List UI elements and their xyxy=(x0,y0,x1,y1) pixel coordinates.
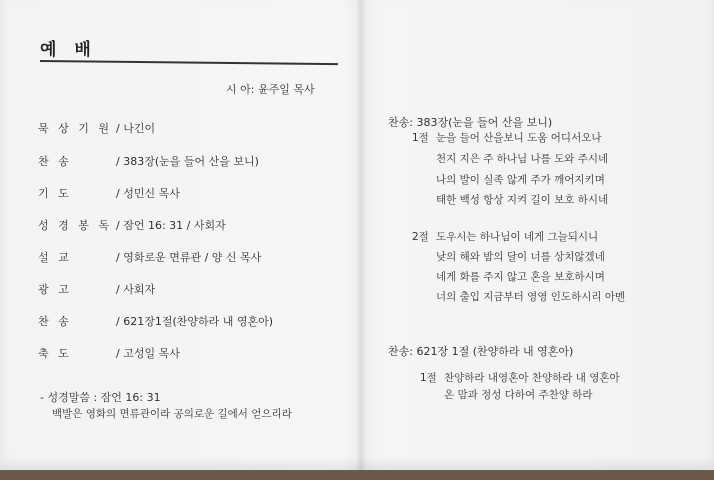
order-label: 축 도 xyxy=(38,347,72,360)
order-label: 찬 송 xyxy=(38,315,72,328)
verse-line: 태한 백성 항상 지켜 길이 보호 하시네 xyxy=(436,194,609,206)
lyric-text: 도우시는 하나님이 네게 그늘되시니 xyxy=(436,231,599,243)
order-item xyxy=(38,153,259,169)
order-item xyxy=(38,281,155,297)
verse-line xyxy=(412,130,602,145)
order-text: / 621장1절(찬양하라 내 영혼아) xyxy=(116,315,274,328)
order-item xyxy=(38,217,226,233)
order-label: 광 고 xyxy=(38,283,72,296)
preacher-line: 시 아: 윤주일 목사 xyxy=(226,83,315,96)
order-text: / 잠언 16: 31 / 사회자 xyxy=(116,219,226,232)
order-label: 설 교 xyxy=(38,251,72,264)
verse-line: 낮의 해와 밤의 달이 너를 상치않겠네 xyxy=(436,251,605,263)
order-item xyxy=(38,345,180,361)
order-item xyxy=(38,185,180,201)
verse-line: 너의 출입 지금부터 영영 인도하시리 아멘 xyxy=(436,291,626,303)
order-text: / 나긴이 xyxy=(116,122,156,135)
verse-number: 1절 xyxy=(412,132,429,144)
title-underline xyxy=(40,60,338,65)
hymn-title: 찬송: 383장(눈을 들어 산을 보니) xyxy=(388,116,553,129)
verse-line: 천지 지은 주 하나님 나를 도와 주시네 xyxy=(436,153,609,165)
order-label: 찬 송 xyxy=(38,155,72,168)
lyric-text: 눈을 들어 산을보니 도움 어디서오나 xyxy=(436,132,602,144)
order-item xyxy=(38,313,273,329)
scripture-text: 백발은 영화의 면류관이라 공의로운 길에서 얻으리라 xyxy=(52,408,292,420)
hymn-title: 찬송: 621장 1절 (찬양하라 내 영혼아) xyxy=(388,345,574,358)
verse-line xyxy=(412,229,598,244)
order-label: 성 경 봉 독 xyxy=(38,219,112,232)
order-text: / 사회자 xyxy=(116,283,156,296)
order-item xyxy=(38,249,261,265)
verse-line: 네게 화를 주지 않고 혼을 보호하시며 xyxy=(436,271,605,283)
order-item xyxy=(38,120,155,136)
verse-line: 나의 발이 실족 않게 주가 깨어지키며 xyxy=(436,174,605,186)
verse-number: 1절 xyxy=(420,372,437,384)
order-text: / 영화로운 면류관 / 양 신 목사 xyxy=(116,251,262,264)
verse-line xyxy=(420,370,620,385)
verse-line: 온 맘과 정성 다하여 주찬양 하라 xyxy=(444,389,593,401)
page-title: 예 배 xyxy=(40,40,97,60)
order-label: 기 도 xyxy=(38,187,72,200)
order-text: / 383장(눈을 들어 산을 보니) xyxy=(116,155,259,168)
order-label: 묵 상 기 원 xyxy=(38,122,112,135)
verse-number: 2절 xyxy=(412,231,429,243)
order-text: / 성민신 목사 xyxy=(116,187,180,200)
scripture-heading: - 성경말씀 : 잠언 16: 31 xyxy=(40,391,161,404)
lyric-text: 찬양하라 내영혼아 찬양하라 내 영혼아 xyxy=(444,372,620,384)
order-text: / 고성일 목사 xyxy=(116,347,180,360)
page-fold xyxy=(356,0,366,470)
